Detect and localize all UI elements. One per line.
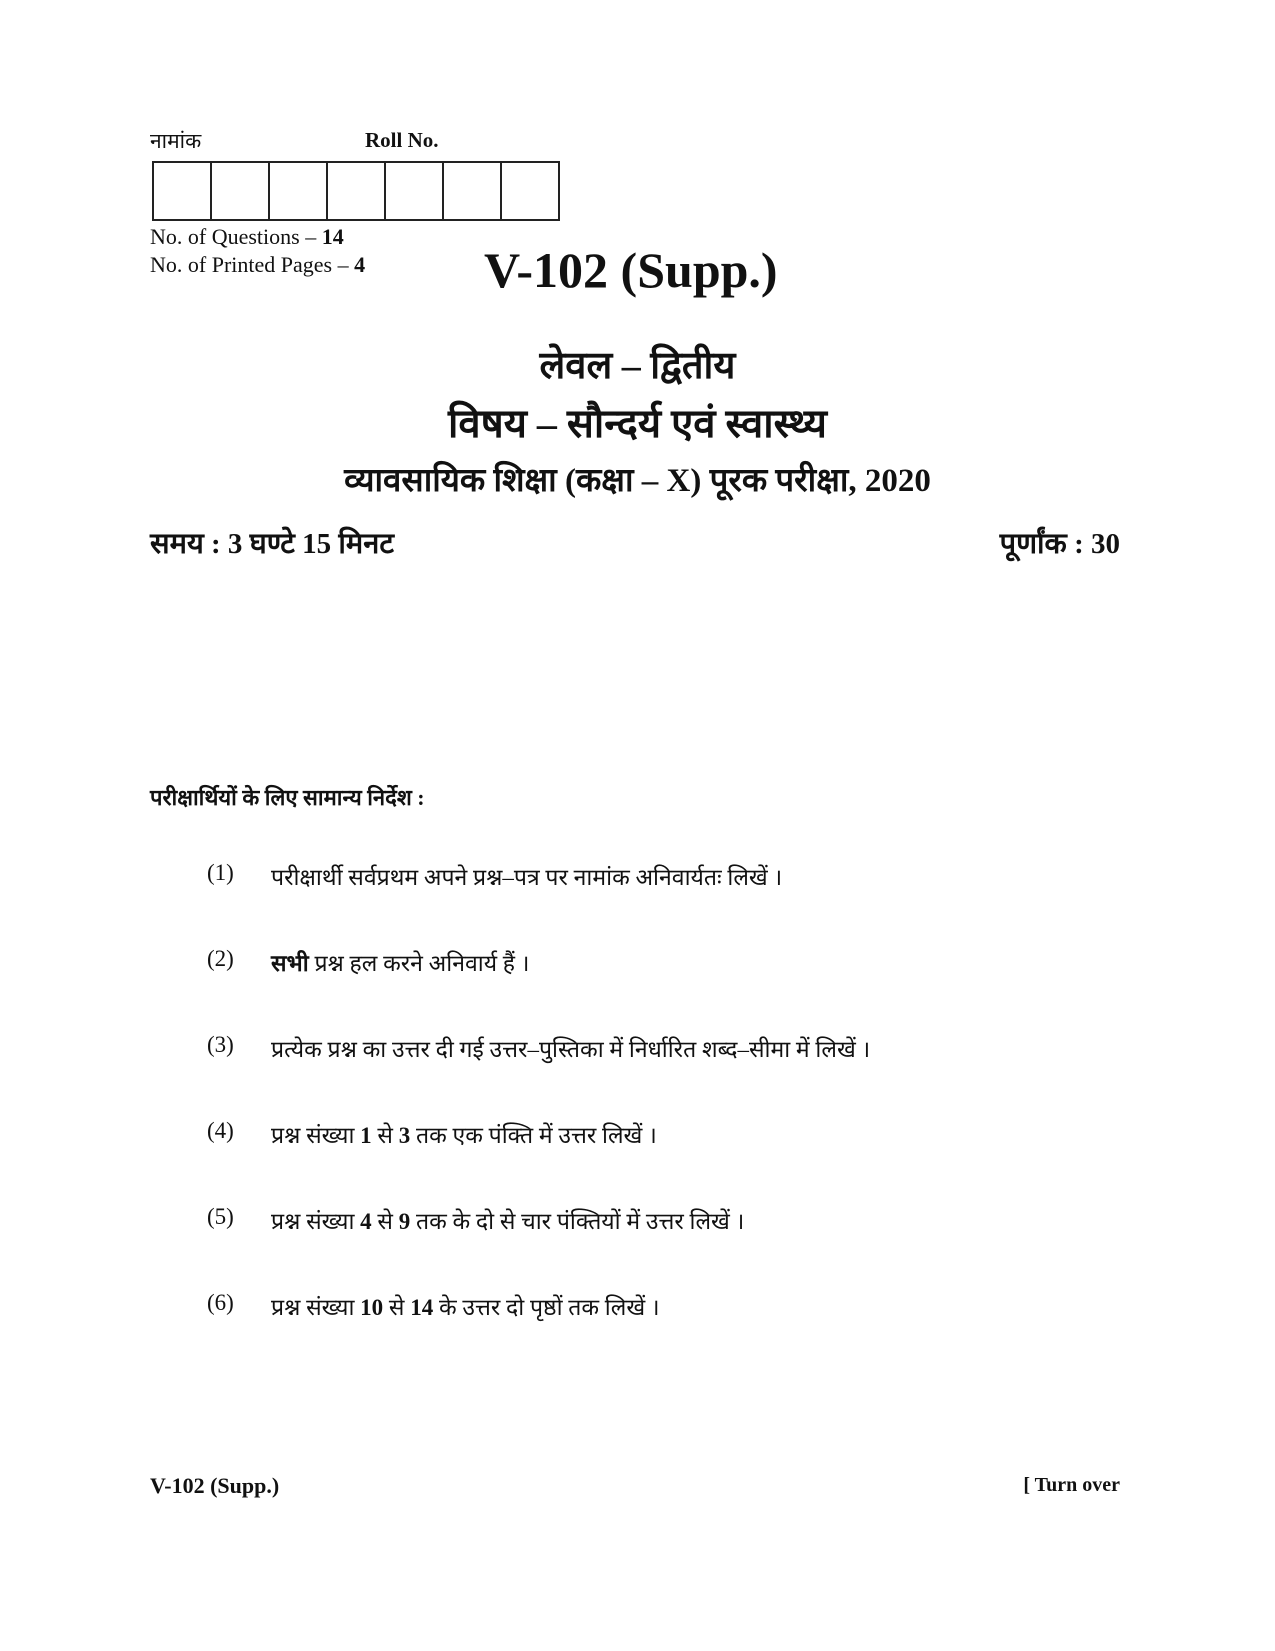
exam-time: समय : 3 घण्टे 15 मिनट — [150, 528, 394, 560]
instruction-number: (2) — [207, 946, 234, 971]
level-heading: लेवल – द्वितीय — [539, 345, 736, 387]
roll-digit-box[interactable] — [210, 161, 270, 221]
paper-code-title: V-102 (Supp.) — [484, 242, 778, 298]
instruction-text: सभी प्रश्न हल करने अनिवार्य हैं । — [271, 951, 530, 976]
roll-digit-box[interactable] — [152, 161, 212, 221]
instruction-item — [207, 1290, 660, 1322]
instruction-number: (5) — [207, 1204, 234, 1229]
exam-title: व्यावसायिक शिक्षा (कक्षा – X) पूरक परीक्षा, 2020 — [344, 463, 931, 499]
instruction-item — [207, 1118, 657, 1150]
roll-label-english: Roll No. — [365, 128, 439, 152]
question-count: No. of Questions – 14 — [150, 224, 344, 249]
turn-over-label: [ Turn over — [1023, 1474, 1120, 1496]
instruction-text: परीक्षार्थी सर्वप्रथम अपने प्रश्न–पत्र पर नामांक अनिवार्यतः लिखें । — [271, 865, 783, 890]
instruction-text: प्रश्न संख्या 1 से 3 तक एक पंक्ति में उत्तर लिखें । — [271, 1123, 657, 1148]
instruction-number: (6) — [207, 1290, 234, 1315]
instruction-number: (4) — [207, 1118, 234, 1143]
instructions-heading: परीक्षार्थियों के लिए सामान्य निर्देश : — [150, 785, 425, 810]
roll-digit-box[interactable] — [326, 161, 386, 221]
footer-paper-code: V-102 (Supp.) — [150, 1473, 280, 1498]
instruction-text: प्रश्न संख्या 4 से 9 तक के दो से चार पंक्तियों में उत्तर लिखें । — [271, 1209, 745, 1234]
paper-info — [150, 223, 365, 279]
instruction-text: प्रश्न संख्या 10 से 14 के उत्तर दो पृष्ठों तक लिखें । — [271, 1295, 660, 1320]
instruction-number: (1) — [207, 860, 234, 885]
subject-heading: विषय – सौन्दर्य एवं स्वास्थ्य — [447, 401, 828, 446]
instruction-text: प्रत्येक प्रश्न का उत्तर दी गई उत्तर–पुस्तिका में निर्धारित शब्द–सीमा में लिखें । — [271, 1037, 871, 1062]
instruction-item — [207, 1204, 744, 1236]
instruction-item — [207, 860, 782, 892]
roll-digit-box[interactable] — [268, 161, 328, 221]
instruction-item — [207, 1032, 870, 1064]
roll-digit-box[interactable] — [384, 161, 444, 221]
instruction-number: (3) — [207, 1032, 234, 1057]
page-count: No. of Printed Pages – 4 — [150, 252, 366, 277]
roll-digit-box[interactable] — [500, 161, 560, 221]
roll-digit-box[interactable] — [442, 161, 502, 221]
instruction-item — [207, 946, 530, 978]
roll-label-hindi: नामांक — [150, 129, 202, 153]
max-marks: पूर्णांक : 30 — [999, 528, 1120, 560]
roll-number-boxes[interactable] — [152, 161, 558, 221]
